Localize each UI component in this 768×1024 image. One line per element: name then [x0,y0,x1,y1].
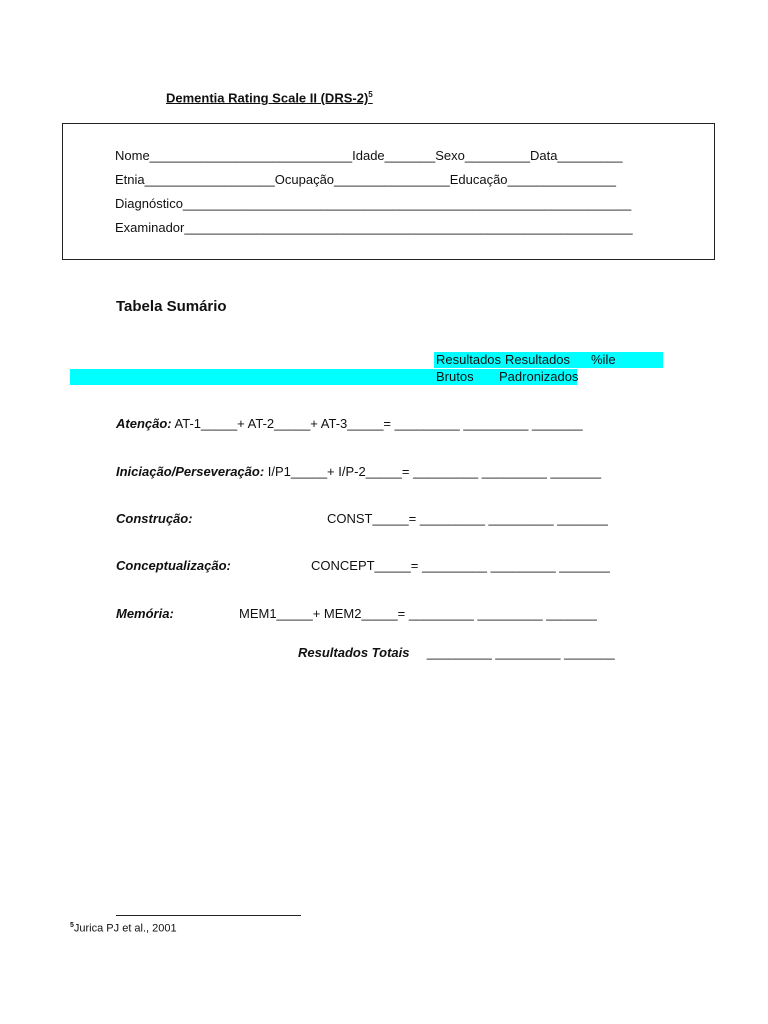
title-footnote-ref: 5 [368,90,373,99]
row-blanks[interactable]: _________ _________ _______ [408,606,597,621]
totals-blanks[interactable]: _________ _________ _______ [426,645,615,660]
row-formula-group [311,558,610,573]
row-formula-group [239,606,597,621]
row-blanks[interactable]: _________ _________ _______ [419,511,608,526]
field-ethnicity-line[interactable]: Etnia__________________Ocupação________________Educação_______________ [115,172,616,187]
header-raw-line1: Resultados [436,352,502,367]
document-title [166,90,373,105]
row-formula[interactable]: AT-1_____+ AT-2_____+ AT-3_____= [174,416,392,431]
table-row [116,416,583,431]
row-label: Atenção: [116,416,172,431]
row-formula[interactable]: MEM1_____+ MEM2_____= [239,606,406,621]
header-std-line2: Padronizados [499,369,579,384]
footnote [70,922,177,935]
row-label: Construção: [116,511,193,526]
row-blanks[interactable]: _________ _________ _______ [421,558,610,573]
row-label: Memória: [116,606,174,621]
row-formula[interactable]: I/P1_____+ I/P-2_____= [267,464,410,479]
header-raw-line2: Brutos [436,369,474,384]
row-formula[interactable]: CONCEPT_____= [311,558,419,573]
title-text: Dementia Rating Scale II (DRS-2) [166,90,369,106]
table-row [116,511,193,526]
table-row [116,464,601,479]
row-blanks[interactable]: _________ _________ _______ [394,416,583,431]
header-percentile: %ile [591,352,616,367]
field-diagnosis-line[interactable]: Diagnóstico______________________________________________________________ [115,196,632,211]
row-formula-group [327,511,608,526]
totals-row [298,645,615,660]
section-title: Tabela Sumário [116,298,227,315]
row-label: Iniciação/Perseveração: [116,464,265,479]
table-row [116,558,231,573]
footnote-text: Jurica PJ et al., 2001 [73,922,177,935]
row-formula[interactable]: CONST_____= [327,511,417,526]
footnote-divider [116,915,301,916]
table-row [116,606,174,621]
header-std-line1: Resultados [505,352,571,367]
field-examiner-line[interactable]: Examinador______________________________________________________________ [115,220,633,235]
patient-info-box [62,123,715,260]
totals-label: Resultados Totais [298,645,410,660]
row-label: Conceptualização: [116,558,231,573]
field-name-line[interactable]: Nome____________________________Idade_______Sexo_________Data_________ [115,148,623,163]
footnote-marker: 5 [70,922,74,929]
row-blanks[interactable]: _________ _________ _______ [413,464,602,479]
